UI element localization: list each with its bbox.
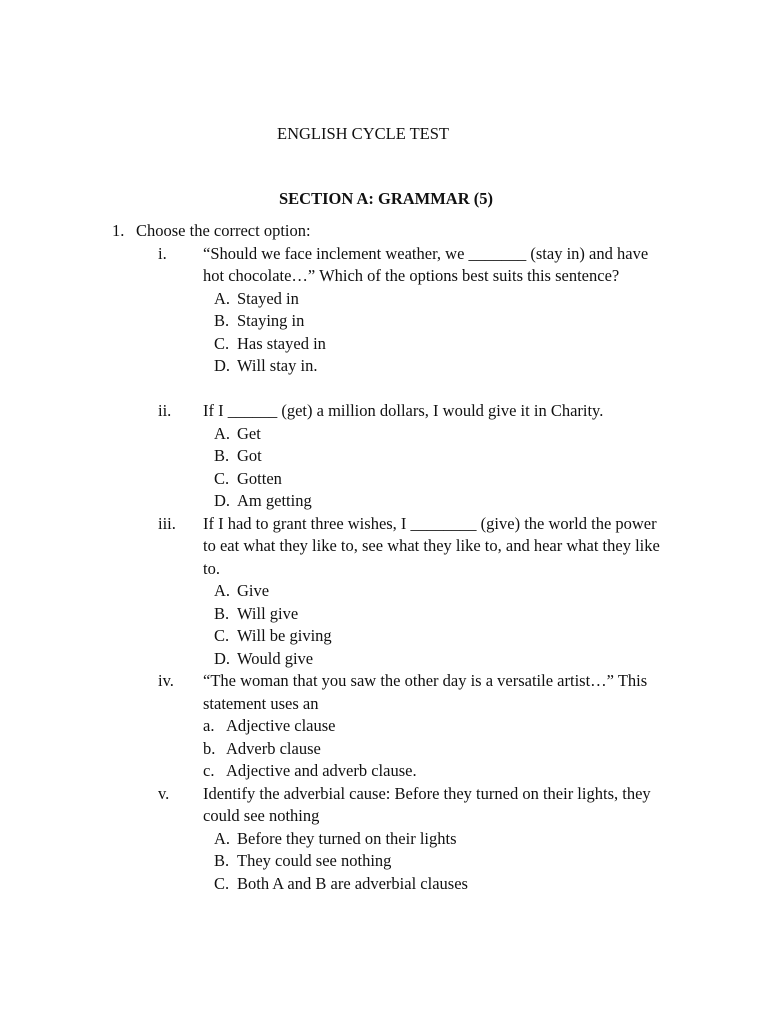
question-item	[0, 783, 768, 828]
option-text: Will stay in.	[237, 356, 318, 375]
option-item	[0, 715, 768, 738]
question-item	[0, 243, 768, 288]
option-item	[0, 468, 768, 491]
option-text: Am getting	[237, 491, 312, 510]
option-letter: C.	[214, 626, 230, 645]
option-text: They could see nothing	[237, 851, 392, 870]
option-text: Will be giving	[237, 626, 332, 645]
spacer	[0, 378, 768, 401]
option-letter: B.	[214, 446, 230, 465]
option-letter: a.	[203, 716, 215, 735]
option-text: Give	[237, 581, 270, 600]
question-content	[0, 220, 768, 895]
question-header	[0, 220, 768, 243]
option-item	[0, 580, 768, 603]
question-number: 1.	[112, 221, 125, 240]
option-list	[0, 828, 768, 896]
option-item	[0, 445, 768, 468]
option-item	[0, 490, 768, 513]
item-number: ii.	[158, 401, 172, 420]
option-list	[0, 288, 768, 378]
option-text: Staying in	[237, 311, 305, 330]
option-text: Has stayed in	[237, 333, 326, 353]
item-number: iv.	[158, 671, 174, 690]
option-letter: D.	[214, 648, 231, 668]
option-text: Got	[237, 446, 262, 465]
option-text: Both A and B are adverbial clauses	[237, 873, 468, 893]
option-item	[0, 310, 768, 333]
option-text: Before they turned on their lights	[237, 828, 457, 848]
option-item	[0, 760, 768, 783]
option-text: Would give	[237, 648, 314, 668]
option-item	[0, 738, 768, 761]
question-item	[0, 513, 768, 581]
option-letter: A.	[214, 288, 231, 308]
option-item	[0, 625, 768, 648]
item-text: If I had to grant three wishes, I ________ (give) the world the power to eat what they like to, see what they like to, and hear what they like to.	[203, 513, 660, 578]
option-item	[0, 603, 768, 626]
option-letter: b.	[203, 738, 216, 758]
option-text: Adjective clause	[226, 716, 336, 735]
item-number: iii.	[158, 513, 176, 533]
option-item	[0, 355, 768, 378]
option-letter: B.	[214, 603, 230, 623]
item-text: “Should we face inclement weather, we _______ (stay in) and have hot chocolate…” Which of the options best suits this sentence?	[203, 243, 649, 285]
option-list	[0, 715, 768, 783]
option-item	[0, 648, 768, 671]
option-letter: D.	[214, 491, 231, 510]
item-number: v.	[158, 783, 170, 803]
item-text: If I ______ (get) a million dollars, I would give it in Charity.	[203, 401, 604, 420]
option-letter: c.	[203, 761, 215, 780]
option-text: Adjective and adverb clause.	[226, 761, 417, 780]
item-text: “The woman that you saw the other day is a versatile artist…” This statement uses an	[203, 671, 648, 713]
question-item	[0, 400, 768, 423]
option-letter: D.	[214, 356, 231, 375]
option-letter: A.	[214, 828, 231, 848]
option-item	[0, 850, 768, 873]
option-text: Will give	[237, 603, 299, 623]
item-number: i.	[158, 243, 167, 263]
option-list	[0, 580, 768, 670]
option-text: Stayed in	[237, 288, 299, 308]
section-title: SECTION A: GRAMMAR (5)	[278, 189, 494, 208]
option-text: Gotten	[237, 468, 282, 488]
option-letter: A.	[214, 581, 231, 600]
option-letter: A.	[214, 423, 231, 443]
option-letter: C.	[214, 468, 230, 488]
option-item	[0, 423, 768, 446]
option-text: Get	[237, 423, 261, 443]
document-title: ENGLISH CYCLE TEST	[276, 124, 450, 143]
option-list	[0, 423, 768, 513]
question-prompt: Choose the correct option:	[136, 221, 311, 240]
option-item	[0, 828, 768, 851]
item-text: Identify the adverbial cause: Before they turned on their lights, they could see nothing	[203, 783, 651, 825]
option-letter: C.	[214, 873, 230, 893]
option-item	[0, 333, 768, 356]
option-letter: B.	[214, 311, 230, 330]
option-letter: B.	[214, 851, 230, 870]
question-item	[0, 670, 768, 715]
option-text: Adverb clause	[226, 738, 321, 758]
option-item	[0, 288, 768, 311]
option-letter: C.	[214, 333, 230, 353]
option-item	[0, 873, 768, 896]
